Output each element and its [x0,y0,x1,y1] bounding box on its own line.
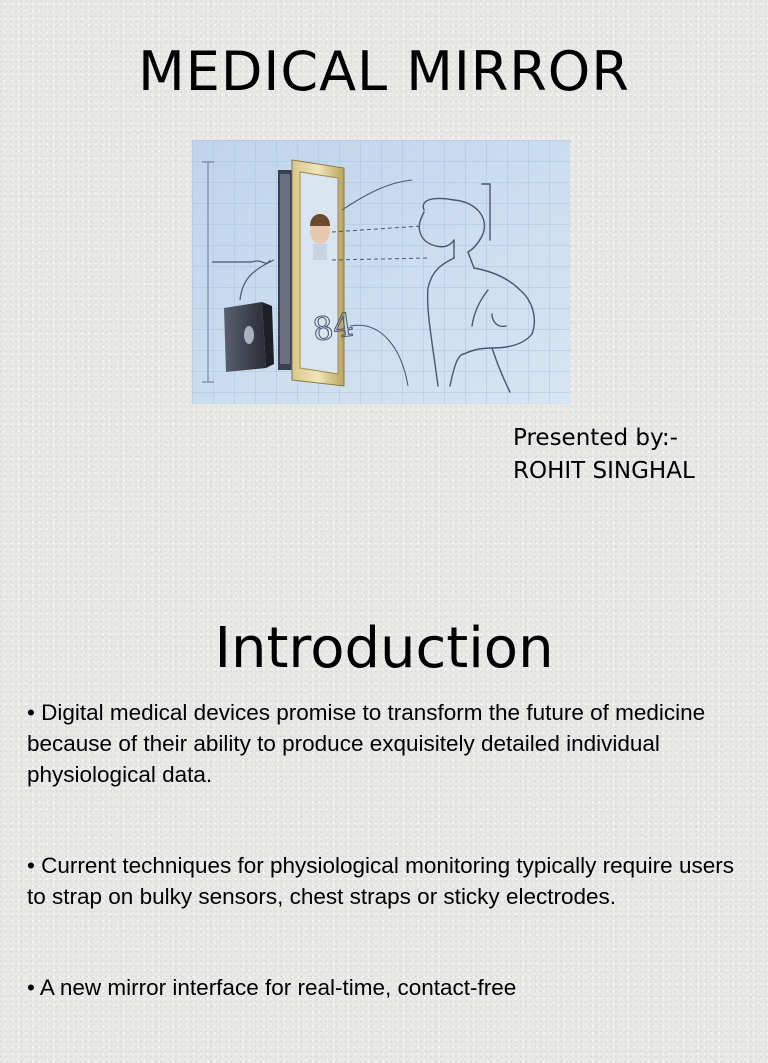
medical-mirror-illustration [192,140,570,404]
slide-title: MEDICAL MIRROR [138,40,630,103]
presented-by-label: Presented by:- [513,425,678,451]
bullet-list [27,697,757,1063]
bullet-item: • Current techniques for physiological monitoring typically require users to strap on bulky sensors, chest straps or sticky electrodes. [27,853,734,909]
section-title: Introduction [214,616,554,681]
presenter-block [513,422,695,488]
bullet-item: • A new mirror interface for real-time, contact-free [27,975,517,1000]
presenter-name: ROHIT SINGHAL [513,458,695,484]
bullet-item: • Digital medical devices promise to transform the future of medicine because of their ability to produce exquisitely detailed individual physiological data. [27,700,706,787]
mirror-number: 84 [310,305,356,349]
